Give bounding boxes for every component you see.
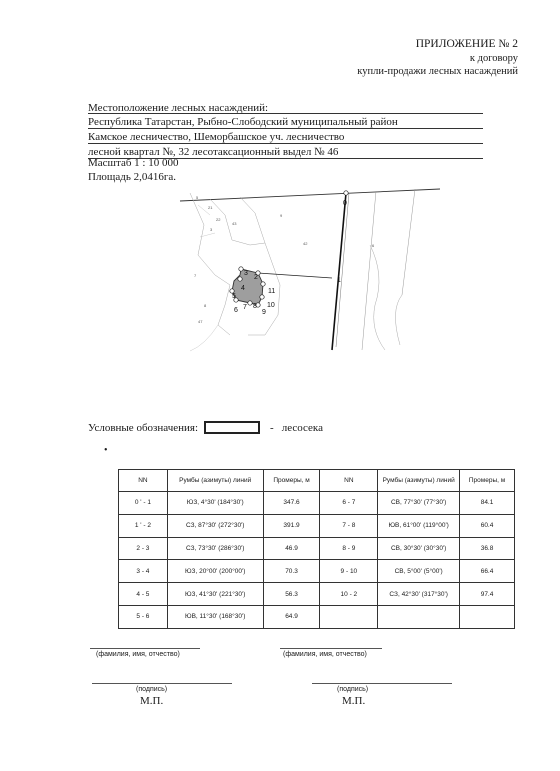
table-row: [119, 514, 515, 537]
table-cell: 84.1: [460, 492, 515, 515]
table-cell: ЮЗ, 41°30' (221°30'): [167, 583, 263, 606]
table-cell: 4 - 5: [119, 583, 168, 606]
table-cell: 8 - 9: [320, 537, 378, 560]
legend-swatch: [204, 421, 260, 434]
legend: [88, 421, 323, 434]
table-row: [119, 560, 515, 583]
point-label: 0: [343, 200, 347, 207]
table-cell: ЮВ, 11°30' (168°30'): [167, 605, 263, 628]
table-cell: 3 - 4: [119, 560, 168, 583]
header-nn: NN: [320, 470, 378, 492]
section-boundary: [332, 193, 346, 350]
location-heading: Местоположение лесных насаждений:: [88, 102, 269, 114]
point-label: 4: [241, 285, 245, 292]
table-cell: 64.9: [263, 605, 320, 628]
signature-line-right: [312, 683, 452, 684]
quarter-boundary: [180, 189, 440, 201]
table-cell: 7 - 8: [320, 514, 378, 537]
legend-dash: -: [270, 421, 274, 434]
fio-line-right: [280, 648, 382, 649]
underline: [88, 128, 483, 129]
appendix-contract-type: купли-продажи лесных насаждений: [357, 66, 518, 77]
table-cell: 97.4: [460, 583, 515, 606]
table-cell: 10 - 2: [320, 583, 378, 606]
stamp-left: М.П.: [140, 695, 164, 707]
stamp-right: М.П.: [342, 695, 366, 707]
point-label: 10: [267, 302, 275, 309]
sign-caption-left: (подпись): [136, 686, 168, 693]
table-cell: 1 ' - 2: [119, 514, 168, 537]
table-row: [119, 537, 515, 560]
parcel-label: 9: [280, 213, 283, 218]
table-cell: 0 ' - 1: [119, 492, 168, 515]
bullet-mark: •: [104, 445, 108, 456]
table-cell: 6 - 7: [320, 492, 378, 515]
fio-caption-left: (фамилия, имя, отчество): [96, 651, 180, 658]
point-label: 7: [243, 304, 247, 311]
parcel-label: 6: [372, 243, 375, 248]
table-row: [119, 605, 515, 628]
table-cell: ЮВ, 61°00' (119°00'): [378, 514, 460, 537]
point-label: 11: [268, 288, 276, 295]
parcel-label: 7: [194, 273, 197, 278]
point-label: 5: [232, 293, 236, 300]
point-label: 1: [337, 277, 341, 284]
legend-text: лесосека: [281, 421, 323, 434]
table-cell: СВ, 30°30' (30°30'): [378, 537, 460, 560]
parcel-label: 8: [204, 303, 207, 308]
table-cell: ЮЗ, 20°00' (200°00'): [167, 560, 263, 583]
tie-line: [258, 273, 332, 278]
point-label: 9: [262, 309, 266, 316]
table-header-row: [119, 470, 515, 492]
header-bearing: Румбы (азимуты) линий: [378, 470, 460, 492]
table-cell: 9 - 10: [320, 560, 378, 583]
map-scale: Масштаб 1 : 10 000: [88, 157, 179, 169]
bearings-table: [118, 469, 515, 629]
table-cell: 70.3: [263, 560, 320, 583]
forest-plot-map: [170, 185, 440, 355]
underline: [88, 113, 483, 114]
parcel-label: 47: [198, 319, 203, 324]
table-cell: 391.9: [263, 514, 320, 537]
appendix-title: ПРИЛОЖЕНИЕ № 2: [415, 38, 518, 50]
header-length: Промеры, м: [460, 470, 515, 492]
table-cell: [378, 605, 460, 628]
legend-label: Условные обозначения:: [88, 421, 199, 434]
table-cell: СВ, 5°00' (5°00'): [378, 560, 460, 583]
table-cell: 2 - 3: [119, 537, 168, 560]
table-cell: 66.4: [460, 560, 515, 583]
signature-line-left: [92, 683, 232, 684]
parcel-label: 21: [208, 205, 213, 210]
table-cell: СЗ, 73°30' (286°30'): [167, 537, 263, 560]
location-line-2: Камское лесничество, Шеморбашское уч. лесничество: [88, 131, 345, 143]
table-cell: 347.6: [263, 492, 320, 515]
point-label: 8: [253, 303, 257, 310]
location-line-3: лесной квартал №, 32 лесотаксационный выдел № 46: [88, 146, 339, 158]
point-label: 2: [254, 274, 258, 281]
table-cell: 60.4: [460, 514, 515, 537]
fio-line-left: [90, 648, 200, 649]
parcel-label: 5: [196, 195, 199, 200]
parcel-label: 3: [210, 227, 213, 232]
point-label: 6: [234, 307, 238, 314]
parcel-label: 42: [303, 241, 308, 246]
table-cell: ЮЗ, 4°30' (184°30'): [167, 492, 263, 515]
table-cell: 56.3: [263, 583, 320, 606]
table-cell: 36.8: [460, 537, 515, 560]
parcel-label: 22: [216, 217, 221, 222]
fio-caption-right: (фамилия, имя, отчество): [283, 651, 367, 658]
underline: [88, 143, 483, 144]
parcel-label: 43: [232, 221, 237, 226]
table-cell: СЗ, 87°30' (272°30'): [167, 514, 263, 537]
table-cell: [320, 605, 378, 628]
table-row: [119, 492, 515, 515]
appendix-header: [357, 38, 518, 79]
table-cell: 46.9: [263, 537, 320, 560]
location-line-1: Республика Татарстан, Рыбно-Слободский муниципальный район: [88, 116, 398, 128]
sign-caption-right: (подпись): [337, 686, 369, 693]
table-row: [119, 583, 515, 606]
plot-area: Площадь 2,0416га.: [88, 171, 177, 183]
table-cell: СВ, 77°30' (77°30'): [378, 492, 460, 515]
appendix-contract: к договору: [469, 52, 518, 64]
table-cell: 5 - 6: [119, 605, 168, 628]
header-nn: NN: [119, 470, 168, 492]
point-label: 3: [244, 270, 248, 277]
table-cell: [460, 605, 515, 628]
table-cell: СЗ, 42°30' (317°30'): [378, 583, 460, 606]
header-bearing: Румбы (азимуты) линий: [167, 470, 263, 492]
header-length: Промеры, м: [263, 470, 320, 492]
